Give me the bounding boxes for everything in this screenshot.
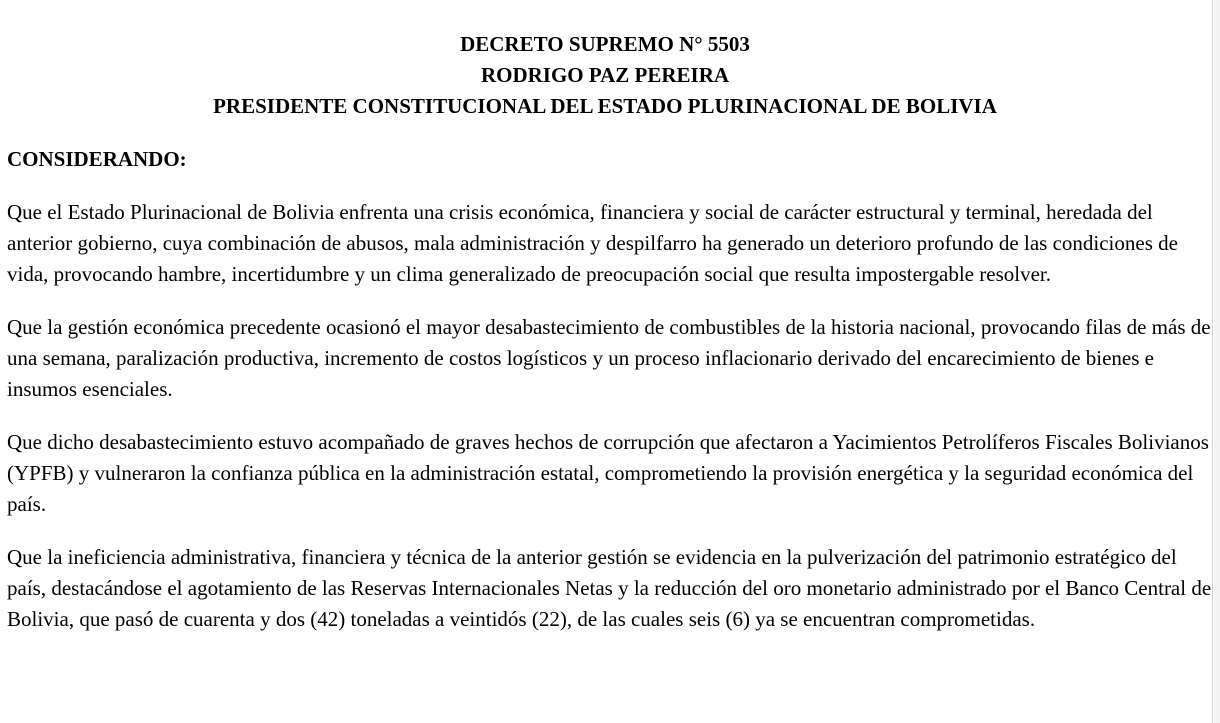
considerando-paragraph-4: Que la ineficiencia administrativa, financiera y técnica de la anterior gestión se evidencia en la pulverización del patrimonio estratégico del país, destacándose el agotamiento de las Reservas Internacionales Netas y la reducción del oro monetario administrado por el Banco Central de Bolivia, que pasó de cuarenta y dos (42) toneladas a veintidós (22), de las cuales seis (6) ya se encuentran comprometidas. bbox=[7, 545, 1212, 631]
considerando-paragraph-2: Que la gestión económica precedente ocasionó el mayor desabastecimiento de combustibles de la historia nacional, provocando filas de más de una semana, paralización productiva, incremento de costos logísticos y un proceso inflacionario derivado del encarecimiento de bienes e insumos esenciales. bbox=[7, 315, 1211, 401]
considerando-paragraph-3: Que dicho desabastecimiento estuvo acompañado de graves hechos de corrupción que afectaron a Yacimientos Petrolíferos Fiscales Bolivianos (YPFB) y vulneraron la confianza pública en la administración estatal, comprometiendo la provisión energética y la seguridad económica del país. bbox=[7, 430, 1209, 516]
scrollbar-track[interactable] bbox=[1214, 0, 1220, 723]
president-title: PRESIDENTE CONSTITUCIONAL DEL ESTADO PLURINACIONAL DE BOLIVIA bbox=[213, 94, 997, 118]
decree-number: DECRETO SUPREMO N° 5503 bbox=[460, 32, 750, 56]
president-name: RODRIGO PAZ PEREIRA bbox=[480, 63, 730, 87]
decree-document bbox=[7, 29, 1213, 635]
decree-header bbox=[7, 29, 1213, 122]
section-title-considerando: CONSIDERANDO: bbox=[7, 147, 187, 171]
considerando-paragraph-1: Que el Estado Plurinacional de Bolivia enfrenta una crisis económica, financiera y social de carácter estructural y terminal, heredada del anterior gobierno, cuya combinación de abusos, mala administración y despilfarro ha generado un deterioro profundo de las condiciones de vida, provocando hambre, incertidumbre y un clima generalizado de preocupación social que resulta impostergable resolver. bbox=[7, 200, 1178, 286]
